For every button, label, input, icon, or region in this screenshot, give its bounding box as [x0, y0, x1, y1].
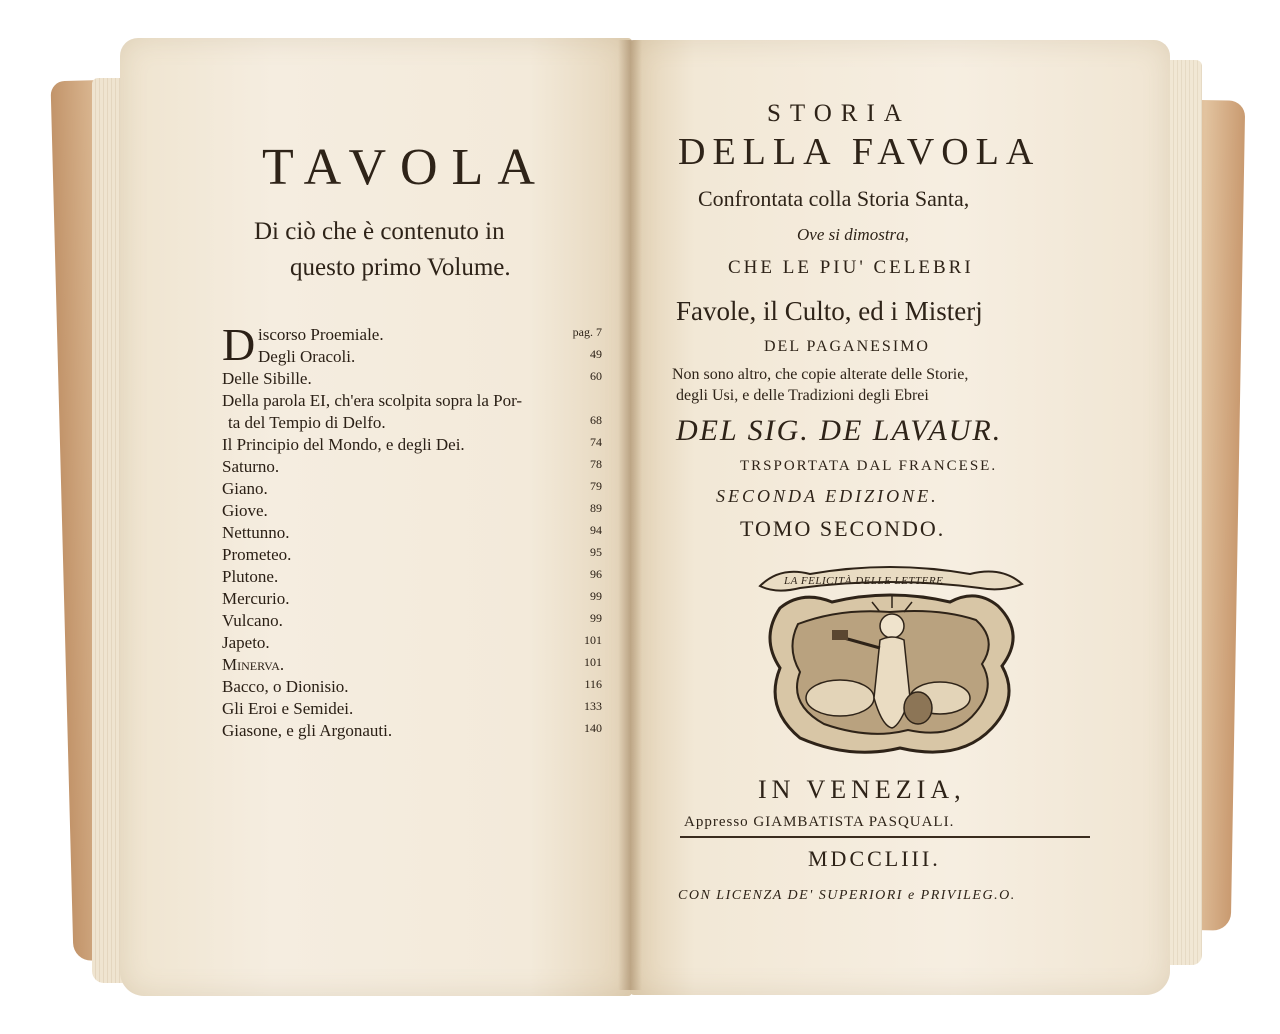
- toc-entry-page: 116: [584, 677, 602, 691]
- toc-entry-text: Nettunno.: [222, 523, 290, 542]
- imprint-year: MDCCLIII.: [808, 846, 941, 871]
- toc-entry: [222, 699, 622, 721]
- toc-entry: [222, 589, 622, 611]
- toc-entry-page: 95: [590, 545, 602, 559]
- toc-entry-text: Delle Sibille.: [222, 369, 312, 388]
- toc-entry: [222, 633, 622, 655]
- title-della-favola: DELLA FAVOLA: [678, 131, 1041, 173]
- toc-entry-page: 99: [590, 611, 602, 625]
- tavola-subtitle-line1: Di ciò che è contenuto in: [254, 218, 505, 245]
- toc-entry: [222, 413, 622, 435]
- author-line: DEL SIG. DE LAVAUR.: [676, 414, 1003, 447]
- toc-entry-text: ta del Tempio di Delfo.: [228, 413, 386, 432]
- toc-entry-text: Saturno.: [222, 457, 280, 476]
- toc-entry-page: 101: [584, 655, 602, 669]
- toc-entry: [222, 391, 622, 413]
- engraving-banner-text: LA FELICITÀ DELLE LETTERE: [784, 575, 944, 587]
- toc-entry-text: Degli Oracoli.: [258, 347, 356, 366]
- toc-entry-page: 96: [590, 567, 602, 581]
- toc-entry: [222, 655, 622, 677]
- imprint-city: IN VENEZIA,: [758, 775, 966, 804]
- toc-entry: [222, 523, 622, 545]
- subtitle-paganesimo: DEL PAGANESIMO: [764, 338, 930, 355]
- table-of-contents: [222, 325, 622, 743]
- toc-entry: [222, 457, 622, 479]
- toc-entry: [222, 501, 622, 523]
- toc-entry-text: Giano.: [222, 479, 268, 498]
- toc-entry: [222, 677, 622, 699]
- toc-entry: [222, 545, 622, 567]
- toc-entry-page: 74: [590, 435, 602, 449]
- subtitle-non-sono: Non sono altro, che copie alterate delle Storie,: [672, 366, 969, 383]
- subtitle-confrontata: Confrontata colla Storia Santa,: [698, 186, 970, 211]
- toc-entry-page: 94: [590, 523, 602, 537]
- toc-entry-text: Prometeo.: [222, 545, 292, 564]
- subtitle-ove: Ove si dimostra,: [797, 225, 909, 244]
- toc-entry: [222, 721, 622, 743]
- toc-entry-page: 78: [590, 457, 602, 471]
- tavola-title: TAVOLA: [262, 139, 549, 196]
- toc-entry-page: 60: [590, 369, 602, 383]
- toc-entry-text: Minerva.: [222, 655, 285, 674]
- toc-entry: [222, 347, 622, 369]
- engraving-vignette: [740, 548, 1040, 763]
- toc-entry-page: 68: [590, 413, 602, 427]
- toc-entry-text: Giove.: [222, 501, 268, 520]
- toc-entry-page: 49: [590, 347, 602, 361]
- imprint-printer: Appresso GIAMBATISTA PASQUALI.: [684, 814, 955, 830]
- toc-entry-text: Gli Eroi e Semidei.: [222, 699, 354, 718]
- toc-entry-text: iscorso Proemiale.: [258, 325, 384, 344]
- toc-entry: [222, 325, 622, 347]
- toc-entry-page: 99: [590, 589, 602, 603]
- toc-entry: [222, 479, 622, 501]
- toc-entry: [222, 611, 622, 633]
- toc-entry-text: Mercurio.: [222, 589, 290, 608]
- toc-entry-page: pag. 7: [572, 325, 602, 339]
- toc-entry: [222, 435, 622, 457]
- toc-entry: [222, 567, 622, 589]
- toc-entry-page: 79: [590, 479, 602, 493]
- toc-entry-text: Della parola EI, ch'era scolpita sopra la Por-: [222, 391, 523, 410]
- toc-entry-text: Plutone.: [222, 567, 279, 586]
- translation-note: TRSPORTATA DAL FRANCESE.: [740, 458, 998, 474]
- toc-entry-page: 140: [584, 721, 602, 735]
- edition-line: SECONDA EDIZIONE.: [716, 486, 939, 506]
- title-storia: STORIA: [767, 100, 911, 127]
- subtitle-che-le-piu: CHE LE PIU' CELEBRI: [728, 257, 974, 278]
- toc-entry-page: 89: [590, 501, 602, 515]
- tavola-subtitle-line2: questo primo Volume.: [290, 254, 511, 281]
- toc-entry-page: 101: [584, 633, 602, 647]
- toc-entry-page: 133: [584, 699, 602, 713]
- toc-entry-text: Vulcano.: [222, 611, 283, 630]
- volume-line: TOMO SECONDO.: [740, 516, 946, 541]
- toc-entry-text: Japeto.: [222, 633, 270, 652]
- imprint-license: CON LICENZA DE' SUPERIORI e PRIVILEG.O.: [678, 888, 1016, 903]
- subtitle-degli-usi: degli Usi, e delle Tradizioni degli Ebrei: [676, 387, 929, 404]
- toc-entry: [222, 369, 622, 391]
- toc-entry-text: Bacco, o Dionisio.: [222, 677, 349, 696]
- subtitle-favole: Favole, il Culto, ed i Misterj: [676, 296, 983, 326]
- imprint-rule: [680, 836, 1090, 838]
- drop-cap: D: [222, 319, 256, 370]
- toc-entry-text: Giasone, e gli Argonauti.: [222, 721, 393, 740]
- toc-entry-text: Il Principio del Mondo, e degli Dei.: [222, 435, 465, 454]
